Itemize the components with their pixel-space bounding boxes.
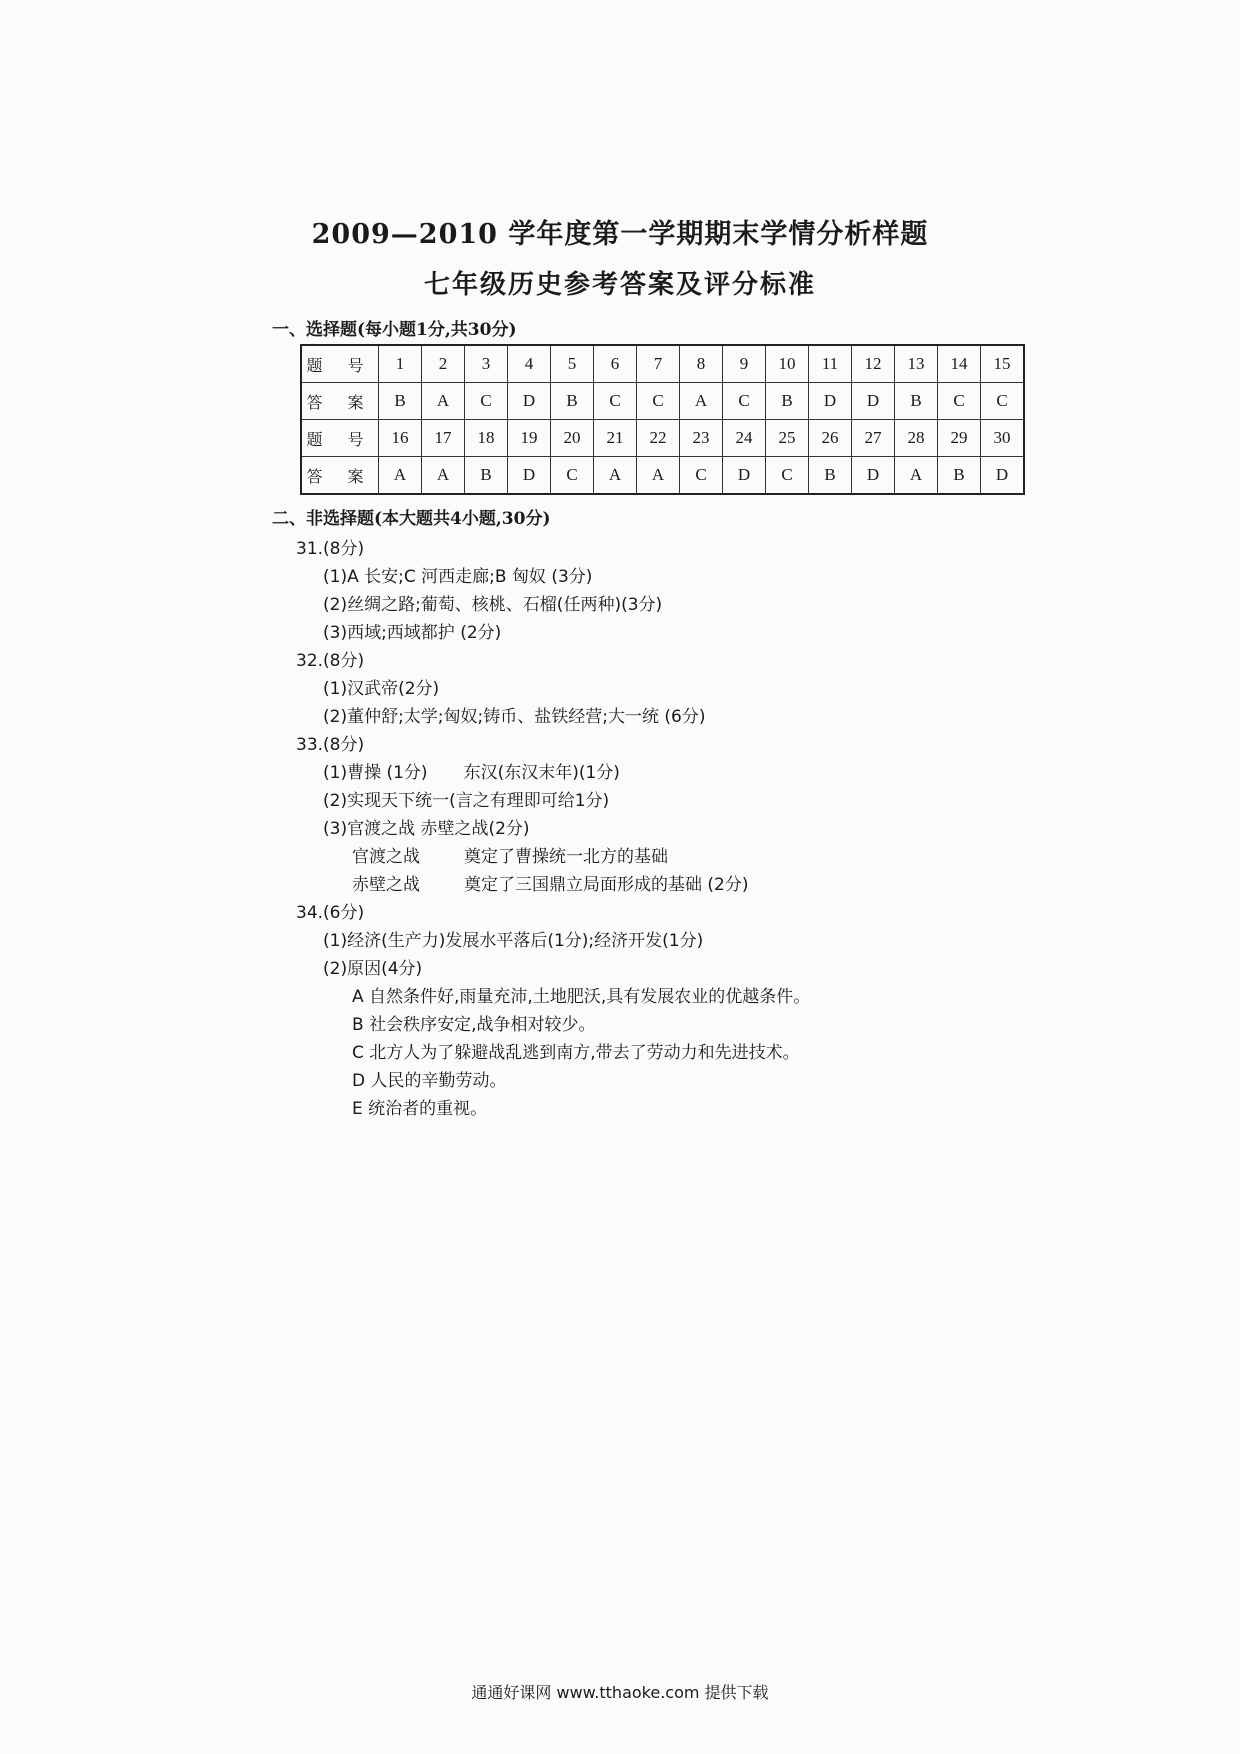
document-title: 2009—2010 学年度第一学期期末学情分析样题: [311, 219, 929, 250]
table-cell: 16: [379, 420, 422, 457]
q31-line3: (3)西域;西域都护 (2分): [323, 623, 502, 643]
row-label: 答 案: [301, 383, 379, 420]
table-cell: D: [809, 383, 852, 420]
table-cell: C: [680, 457, 723, 495]
q33-line2: (2)实现天下统一(言之有理即可给1分): [323, 791, 610, 811]
table-cell: C: [637, 383, 680, 420]
q33-line1-part-b: 东汉(东汉末年)(1分): [463, 763, 620, 783]
table-cell: B: [938, 457, 981, 495]
q33-line4: [352, 842, 668, 867]
table-cell: 1: [379, 345, 422, 383]
q34-title: 34.(6分): [296, 903, 365, 923]
table-cell: 19: [508, 420, 551, 457]
table-cell: 3: [465, 345, 508, 383]
table-cell: 23: [680, 420, 723, 457]
table-cell: D: [508, 383, 551, 420]
q34-reason-c: C 北方人为了躲避战乱逃到南方,带去了劳动力和先进技术。: [352, 1043, 800, 1063]
q33-title: 33.(8分): [296, 735, 365, 755]
table-cell: 24: [723, 420, 766, 457]
table-cell: 12: [852, 345, 895, 383]
q33-line1: [323, 758, 620, 783]
table-cell: 20: [551, 420, 594, 457]
table-cell: A: [379, 457, 422, 495]
table-cell: 25: [766, 420, 809, 457]
table-row: [301, 457, 1024, 495]
table-cell: 30: [981, 420, 1025, 457]
table-cell: 4: [508, 345, 551, 383]
table-cell: 28: [895, 420, 938, 457]
q33-line3: (3)官渡之战 赤壁之战(2分): [323, 819, 530, 839]
table-cell: 9: [723, 345, 766, 383]
q34-line1: (1)经济(生产力)发展水平落后(1分);经济开发(1分): [323, 931, 704, 951]
battle-name: 赤壁之战: [352, 875, 420, 895]
table-row: [301, 383, 1024, 420]
table-cell: B: [895, 383, 938, 420]
table-cell: 13: [895, 345, 938, 383]
table-cell: D: [852, 457, 895, 495]
row-label: 答 案: [301, 457, 379, 495]
table-cell: C: [938, 383, 981, 420]
table-cell: C: [766, 457, 809, 495]
table-cell: 29: [938, 420, 981, 457]
q34-reason-b: B 社会秩序安定,战争相对较少。: [352, 1015, 596, 1035]
table-cell: C: [551, 457, 594, 495]
table-cell: 8: [680, 345, 723, 383]
q33-line5: [352, 870, 748, 895]
table-cell: 7: [637, 345, 680, 383]
table-cell: A: [594, 457, 637, 495]
table-cell: 27: [852, 420, 895, 457]
row-label: 题 号: [301, 420, 379, 457]
q31-title: 31.(8分): [296, 539, 365, 559]
table-cell: 17: [422, 420, 465, 457]
table-cell: 14: [938, 345, 981, 383]
table-row: [301, 345, 1024, 383]
answer-table: [300, 344, 1025, 495]
q32-line2: (2)董仲舒;太学;匈奴;铸币、盐铁经营;大一统 (6分): [323, 707, 706, 727]
table-cell: 2: [422, 345, 465, 383]
battle-name: 官渡之战: [352, 847, 420, 867]
q34-reason-e: E 统治者的重视。: [352, 1099, 488, 1119]
table-cell: D: [723, 457, 766, 495]
table-cell: B: [809, 457, 852, 495]
table-row: [301, 420, 1024, 457]
table-cell: B: [465, 457, 508, 495]
table-cell: C: [465, 383, 508, 420]
table-cell: D: [981, 457, 1025, 495]
q34-line2: (2)原因(4分): [323, 959, 423, 979]
table-cell: A: [637, 457, 680, 495]
table-cell: A: [680, 383, 723, 420]
q32-title: 32.(8分): [296, 651, 365, 671]
table-cell: 5: [551, 345, 594, 383]
table-cell: 10: [766, 345, 809, 383]
table-cell: A: [422, 383, 465, 420]
table-cell: A: [895, 457, 938, 495]
table-cell: D: [508, 457, 551, 495]
q33-line1-part-a: (1)曹操 (1分): [323, 763, 428, 783]
table-cell: D: [852, 383, 895, 420]
table-cell: C: [723, 383, 766, 420]
table-cell: 18: [465, 420, 508, 457]
section1-heading: 一、选择题(每小题1分,共30分): [272, 320, 517, 340]
table-cell: A: [422, 457, 465, 495]
table-cell: 21: [594, 420, 637, 457]
q32-line1: (1)汉武帝(2分): [323, 679, 440, 699]
table-cell: 15: [981, 345, 1025, 383]
battle-significance: 奠定了曹操统一北方的基础: [464, 847, 668, 867]
table-cell: B: [766, 383, 809, 420]
section2-heading: 二、非选择题(本大题共4小题,30分): [272, 509, 551, 529]
table-cell: B: [551, 383, 594, 420]
table-cell: 26: [809, 420, 852, 457]
footer-credit: 通通好课网 www.tthaoke.com 提供下载: [471, 1683, 769, 1702]
row-label: 题 号: [301, 345, 379, 383]
table-cell: 22: [637, 420, 680, 457]
q34-reason-d: D 人民的辛勤劳动。: [352, 1071, 507, 1091]
document-subtitle: 七年级历史参考答案及评分标准: [423, 270, 816, 300]
table-cell: 11: [809, 345, 852, 383]
table-cell: C: [594, 383, 637, 420]
table-cell: 6: [594, 345, 637, 383]
q31-line2: (2)丝绸之路;葡萄、核桃、石榴(任两种)(3分): [323, 595, 663, 615]
table-cell: C: [981, 383, 1025, 420]
q34-reason-a: A 自然条件好,雨量充沛,土地肥沃,具有发展农业的优越条件。: [352, 987, 811, 1007]
battle-significance: 奠定了三国鼎立局面形成的基础 (2分): [464, 875, 749, 895]
q31-line1: (1)A 长安;C 河西走廊;B 匈奴 (3分): [323, 567, 593, 587]
table-cell: B: [379, 383, 422, 420]
